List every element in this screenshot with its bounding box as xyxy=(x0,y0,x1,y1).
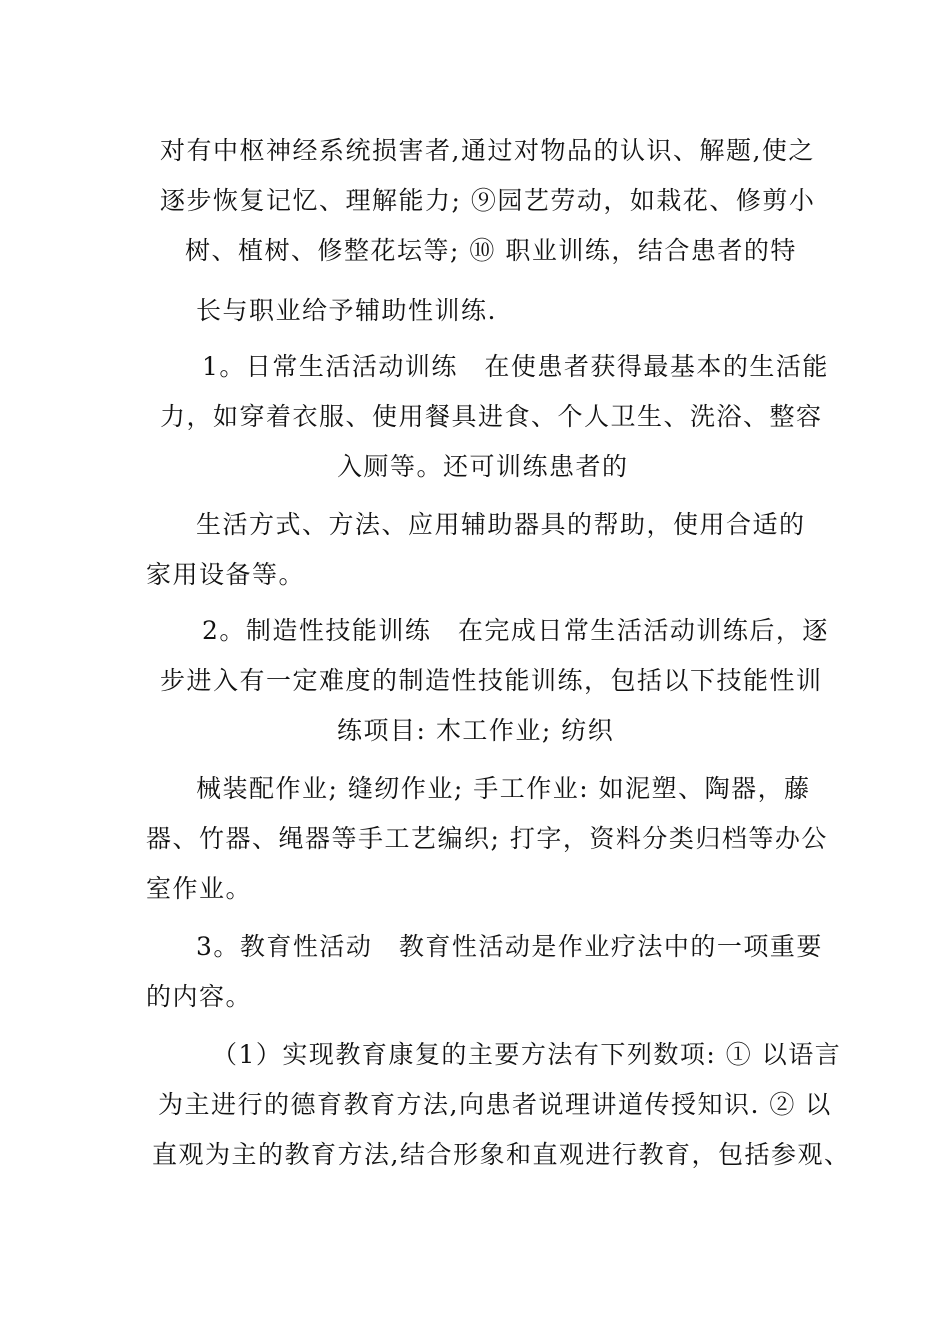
text-line: 树、植树、修整花坛等; ⑩ 职业训练，结合患者的特 xyxy=(185,236,797,265)
text-line: 的内容。 xyxy=(146,982,253,1011)
text-line: 1。日常生活活动训练 在使患者获得最基本的生活能 xyxy=(202,352,829,381)
text-line: 为主进行的德育教育方法,向患者说理讲道传授知识. ② 以 xyxy=(158,1090,832,1119)
text-line: 长与职业给予辅助性训练. xyxy=(196,296,497,325)
text-line: 力，如穿着衣服、使用餐具进食、个人卫生、洗浴、整容 xyxy=(160,402,823,431)
text-line: （1）实现教育康复的主要方法有下列数项: ① 以语言 xyxy=(212,1040,842,1069)
text-line: 练项目: 木工作业; 纺织 xyxy=(337,716,615,745)
text-line: 步进入有一定难度的制造性技能训练，包括以下技能性训 xyxy=(160,666,823,695)
text-line: 生活方式、方法、应用辅助器具的帮助，使用合适的 xyxy=(196,510,806,539)
text-line: 器、竹器、绳器等手工艺编织; 打字，资料分类归档等办公 xyxy=(146,824,828,853)
text-line: 3。教育性活动 教育性活动是作业疗法中的一项重要 xyxy=(196,932,823,961)
text-line: 2。制造性技能训练 在完成日常生活活动训练后，逐 xyxy=(202,616,829,645)
text-line: 家用设备等。 xyxy=(146,560,306,589)
text-line: 对有中枢神经系统损害者,通过对物品的认识、解题,使之 xyxy=(160,136,815,165)
text-line: 直观为主的教育方法,结合形象和直观进行教育，包括参观、 xyxy=(152,1140,851,1169)
text-line: 室作业。 xyxy=(146,874,253,903)
text-line: 械装配作业; 缝纫作业; 手工作业: 如泥塑、陶器，藤 xyxy=(196,774,811,803)
text-line: 逐步恢复记忆、理解能力; ⑨园艺劳动，如栽花、修剪小 xyxy=(160,186,816,215)
text-line: 入厕等。还可训练患者的 xyxy=(337,452,629,481)
